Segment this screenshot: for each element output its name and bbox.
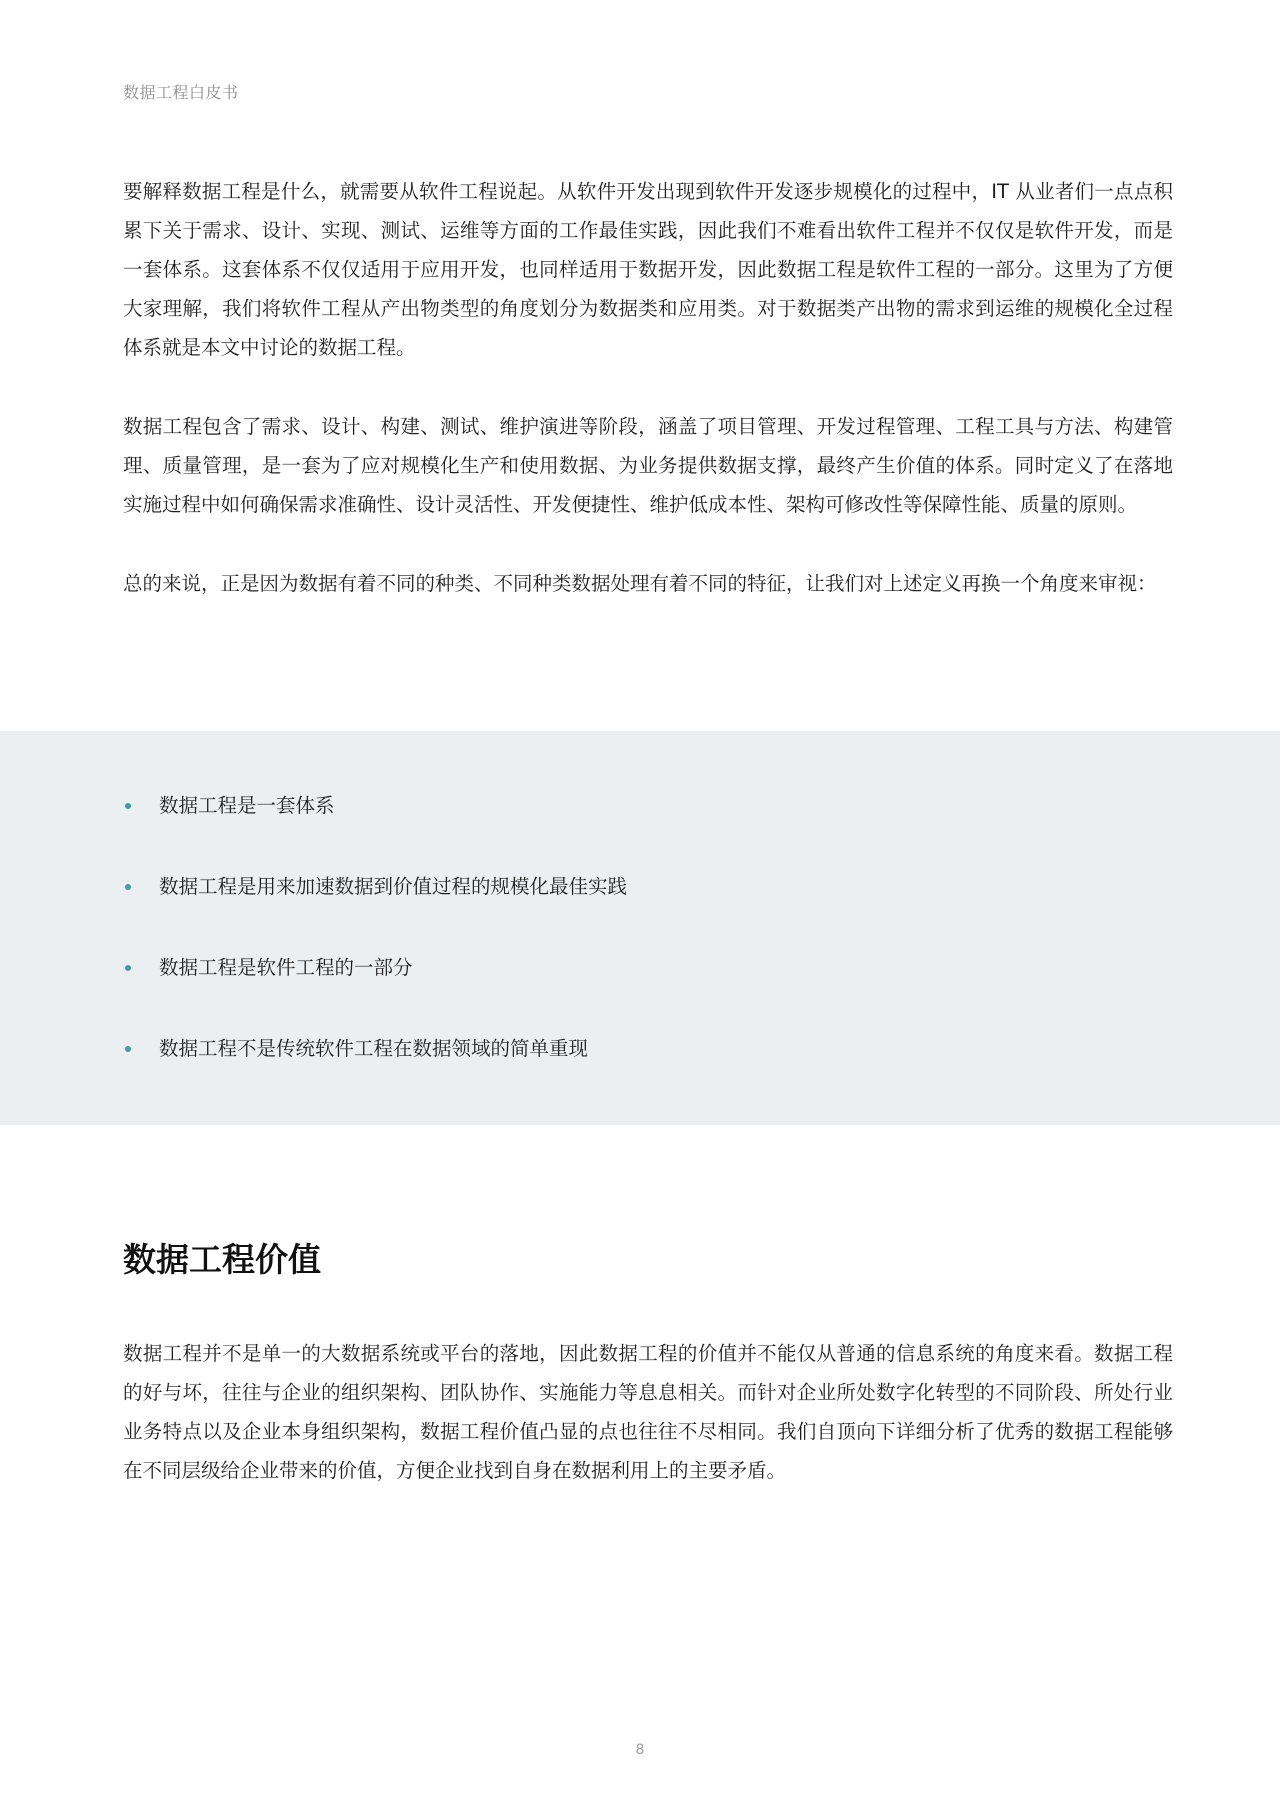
list-item-text: 数据工程是用来加速数据到价值过程的规模化最佳实践 [159, 875, 628, 898]
list-item [123, 948, 627, 1029]
list-item-text: 数据工程不是传统软件工程在数据领域的简单重现 [159, 1037, 589, 1060]
list-item [123, 1029, 627, 1110]
bullet-dot-icon [125, 1046, 131, 1052]
list-item-text: 数据工程是软件工程的一部分 [159, 956, 413, 979]
bullet-dot-icon [125, 803, 131, 809]
value-paragraph: 数据工程并不是单一的大数据系统或平台的落地，因此数据工程的价值并不能仅从普通的信息系统的角度来看。数据工程的好与坏，往往与企业的组织架构、团队协作、实施能力等息息相关。而针对企业所处数字化转型的不同阶段、所处行业业务特点以及企业本身组织架构，数据工程价值凸显的点也往往不尽相同。我们自顶向下详细分析了优秀的数据工程能够在不同层级给企业带来的价值，方便企业找到自身在数据利用上的主要矛盾。 [123, 1342, 1173, 1482]
list-item [123, 786, 627, 867]
intro-section [123, 172, 1173, 603]
definition-list [123, 786, 627, 1110]
definition-callout [0, 731, 1280, 1125]
intro-paragraph-1: 要解释数据工程是什么，就需要从软件工程说起。从软件开发出现到软件开发逐步规模化的过程中，IT 从业者们一点点积累下关于需求、设计、实现、测试、运维等方面的工作最佳实践，因此我们不难看出软件工程并不仅仅是软件开发，而是一套体系。这套体系不仅仅适用于应用开发，也同样适用于数据开发，因此数据工程是软件工程的一部分。这里为了方便大家理解，我们将软件工程从产出物类型的角度划分为数据类和应用类。对于数据类产出物的需求到运维的规模化全过程体系就是本文中讨论的数据工程。 [123, 180, 1173, 359]
intro-paragraph-3: 总的来说，正是因为数据有着不同的种类、不同种类数据处理有着不同的特征，让我们对上述定义再换一个角度来审视： [123, 572, 1157, 595]
section-title: 数据工程价值 [123, 1240, 321, 1279]
bullet-dot-icon [125, 965, 131, 971]
running-header: 数据工程白皮书 [123, 83, 239, 102]
bullet-dot-icon [125, 884, 131, 890]
page-number: 8 [635, 1742, 645, 1758]
value-section [123, 1334, 1173, 1490]
list-item [123, 867, 627, 948]
list-item-text: 数据工程是一套体系 [159, 794, 335, 817]
intro-paragraph-2: 数据工程包含了需求、设计、构建、测试、维护演进等阶段，涵盖了项目管理、开发过程管理、工程工具与方法、构建管理、质量管理，是一套为了应对规模化生产和使用数据、为业务提供数据支撑，最终产生价值的体系。同时定义了在落地实施过程中如何确保需求准确性、设计灵活性、开发便捷性、维护低成本性、架构可修改性等保障性能、质量的原则。 [123, 415, 1173, 516]
